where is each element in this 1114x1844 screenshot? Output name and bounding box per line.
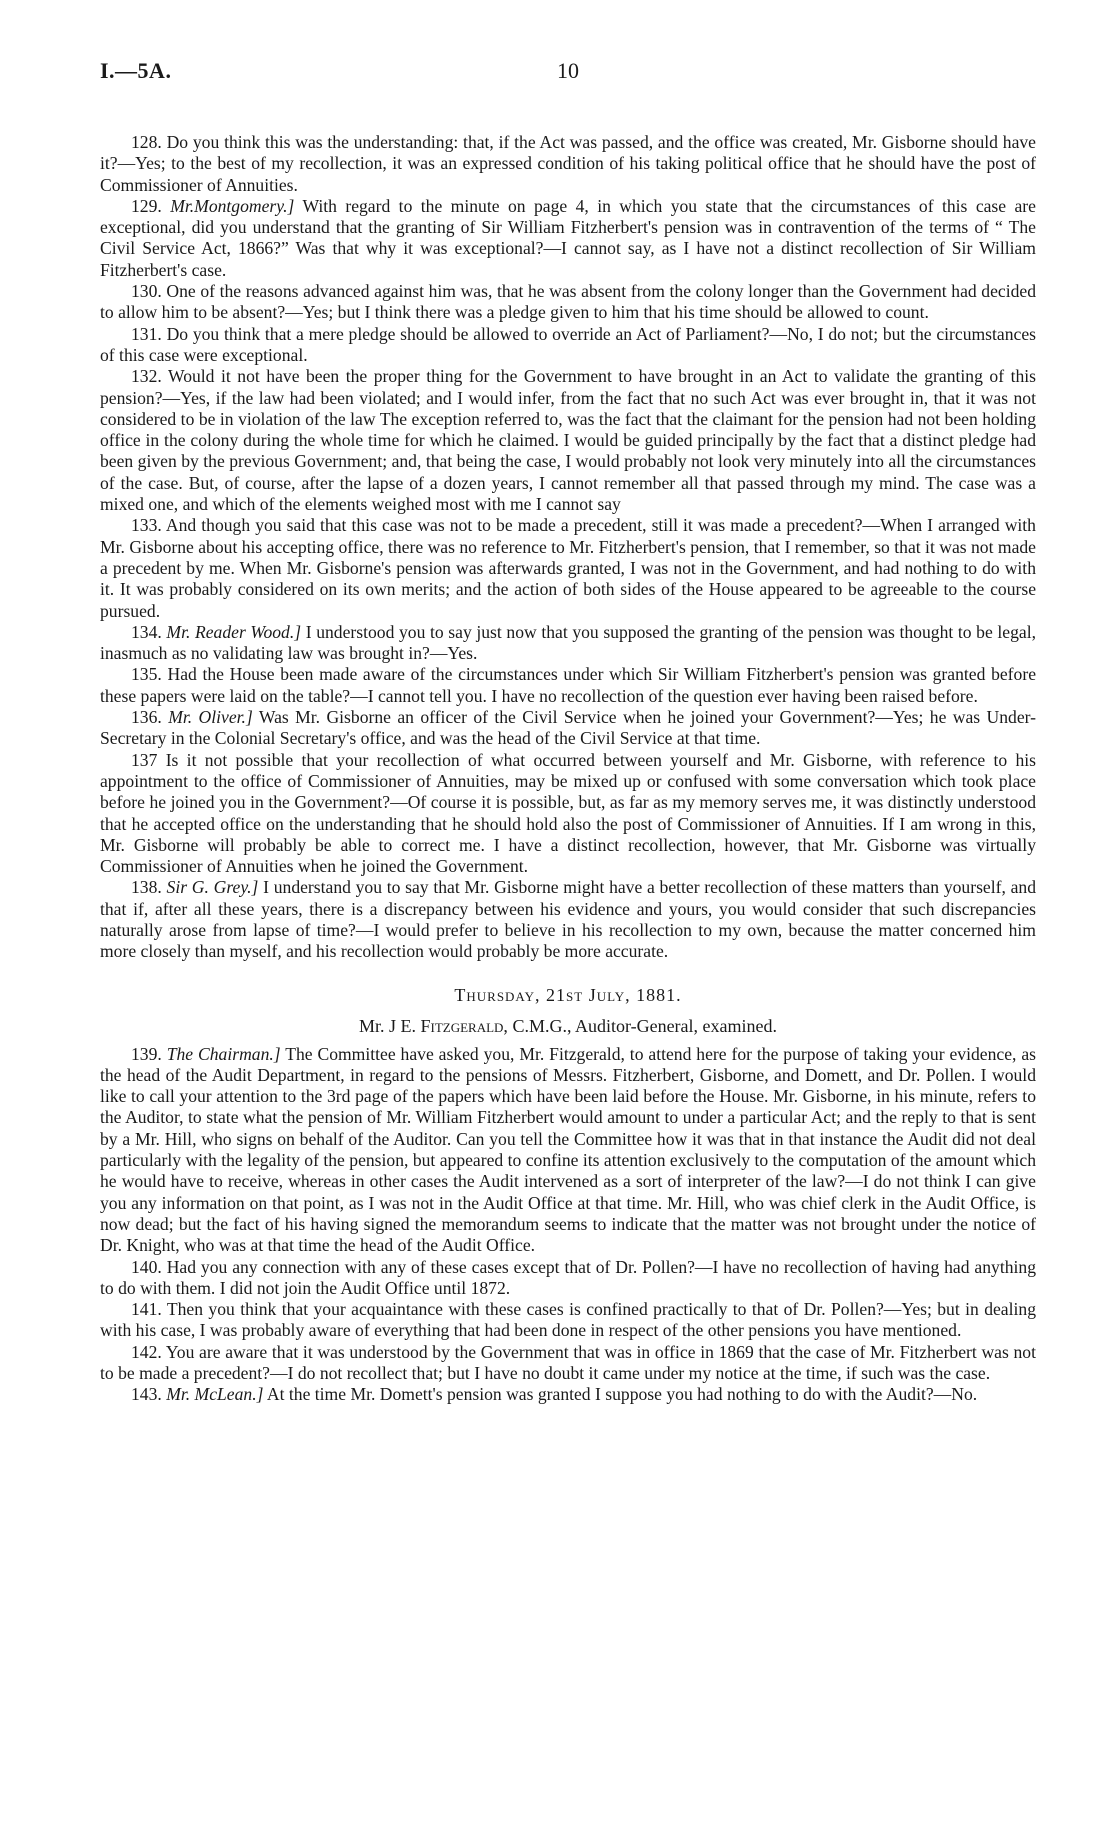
speaker-name: Mr. Oliver.] (168, 707, 253, 728)
question-text: With regard to the minute on page 4, in which you state that the circumstances of this case are exceptional, did you understand that the granting of Sir William Fitzherbert's pension was in contravention of the terms of “ The Civil Service Act, 1866?” Was that why it was exceptional?—I cannot say, as I have not a distinct recollection of Sir William Fitzherbert's case. (100, 195, 1036, 280)
question-number: 135. (131, 664, 162, 685)
question-text: Would it not have been the proper thing for the Government to have brought in an Act to validate the granting of this pension?—Yes, if the law had been violated; and I would infer, from the fact that no such Act was ever brought in, that it was not considered to be in violation of the law The exception referred to, was the fact that the claimant for the pension had not been holding office in the colony during the whole time for which he claimed. I would be guided principally by the fact that a distinct pledge had been given by the previous Government; and, that being the case, I would probably not look very minutely into all the circumstances of the case. But, of course, after the lapse of a dozen years, I cannot remember all that passed through my mind. The case was a mixed one, and which of the elements weighed most with me I cannot say (100, 366, 1036, 515)
question-number: 132. (131, 366, 162, 387)
speaker-name: Sir G. Grey.] (166, 877, 259, 898)
question-paragraph (100, 1299, 1036, 1342)
question-text: At the time Mr. Domett's pension was granted I suppose you had nothing to do with the Audit?—No. (266, 1384, 978, 1405)
question-text: Had the House been made aware of the circumstances under which Sir William Fitzherbert's pension was granted before these papers were laid on the table?—I cannot tell you. I have no recollection of the question ever having been raised before. (100, 664, 1036, 706)
question-text: I understood you to say just now that you supposed the granting of the pension was thought to be legal, inasmuch as no validating law was brought in?—Yes. (100, 621, 1036, 664)
question-number: 140. (131, 1256, 162, 1277)
question-paragraph (100, 366, 1036, 515)
question-number: 131. (131, 323, 162, 344)
question-text: Is it not possible that your recollection of what occurred between yourself and Mr. Gisborne, with reference to his appointment to the office of Commissioner of Annuities, may be mixed up or confused with some conversation which took place before he joined you in the Government?—Of course it is possible, but, as far as my memory serves me, it was distinctly understood that he accepted office on the understanding that he should hold also the post of Commissioner of Annuities. If I am wrong in this, Mr. Gisborne will probably be able to correct me. I have a distinct recollection, however, that Mr. Gisborne was virtually Commissioner of Annuities when he joined the Government. (100, 749, 1036, 877)
question-paragraph (100, 1384, 1036, 1405)
question-number: 134. (131, 621, 162, 642)
question-text: Had you any connection with any of these cases except that of Dr. Pollen?—I have no recollection of having had anything to do with them. I did not join the Audit Office until 1872. (100, 1256, 1037, 1298)
witness-prefix: Mr. J E. (358, 1015, 416, 1036)
question-number: 138. (131, 877, 162, 898)
question-paragraph (100, 515, 1036, 621)
question-paragraph (100, 1257, 1036, 1300)
question-number: 141. (131, 1299, 162, 1320)
page-header (100, 52, 1036, 88)
witness-heading (100, 1016, 1036, 1037)
question-paragraph (100, 664, 1036, 707)
question-paragraph (100, 1044, 1036, 1257)
speaker-name: The Chairman.] (166, 1043, 281, 1064)
question-paragraph (100, 622, 1036, 665)
question-text: The Committee have asked you, Mr. Fitzgerald, to attend here for the purpose of taking your evidence, as the head of the Audit Department, in regard to the pensions of Messrs. Fitzherbert, Gisborne, and Domett, and Dr. Pollen. I would like to call your attention to the 3rd page of the papers which have been laid before the House. Mr. Gisborne, in his minute, refers to the Auditor, to state what the pension of Mr. William Fitzherbert would amount to under a particular Act; and the reply to that is sent by a Mr. Hill, who signs on behalf of the Auditor. Can you tell the Committee how it was that in that instance the Audit did not deal particularly with the legality of the pension, but appeared to confine its attention exclusively to the computation of the amount which he would have to receive, whereas in other cases the Audit intervened as a sort of interpreter of the law?—I do not think I can give you any information on that point, as I was not in the Audit Office at that time. Mr. Hill, who was chief clerk in the Audit Office, is now dead; but the fact of his having signed the memorandum seems to indicate that the matter was not brought under the notice of Dr. Knight, who was at that time the head of the Audit Office. (100, 1043, 1036, 1256)
question-paragraph (100, 877, 1036, 962)
question-number: 129. (131, 195, 162, 216)
question-text: You are aware that it was understood by the Government that was in office in 1869 that the case of Mr. Fitzherbert was not to be made a precedent?—I do not recollect that; but I have no doubt it came under my notice at the time, if such was the case. (100, 1341, 1036, 1384)
question-paragraph (100, 196, 1036, 281)
question-number: 143. (131, 1384, 162, 1405)
witness-suffix: C.M.G., Auditor-General, examined. (512, 1015, 778, 1036)
evidence-section-part1 (100, 132, 1036, 963)
question-text: Do you think that a mere pledge should be allowed to override an Act of Parliament?—No, I do not; but the circumstances of this case were exceptional. (100, 323, 1036, 365)
question-paragraph (100, 707, 1036, 750)
document-reference: I.—5A. (100, 58, 172, 83)
question-paragraph (100, 750, 1036, 878)
question-text: Was Mr. Gisborne an officer of the Civil Service when he joined your Government?—Yes; he was Under-Secretary in the Colonial Secretary's office, and was the head of the Civil Service at that time. (100, 707, 1037, 749)
question-number: 128. (131, 132, 162, 152)
question-number: 136. (131, 707, 162, 728)
question-number: 139. (131, 1043, 162, 1064)
evidence-section-part2 (100, 1044, 1036, 1406)
page-number: 10 (557, 58, 579, 83)
question-number: 137 (131, 749, 158, 770)
question-paragraph (100, 132, 1036, 196)
question-number: 133. (131, 515, 162, 536)
question-number: 142. (131, 1341, 162, 1362)
speaker-name: Mr.Montgomery.] (170, 195, 295, 216)
question-paragraph (100, 281, 1036, 324)
question-text: And though you said that this case was not to be made a precedent, still it was made a precedent?—When I arranged with Mr. Gisborne about his accepting office, there was no reference to Mr. Fitzherbert's pension, that I remember, so that it was not made a precedent by me. When Mr. Gisborne's pension was afterwards granted, I was not in the Government, and had nothing to do with it. It was probably considered on its own merits; and the action of both sides of the House appeared to be agreeable to the course pursued. (100, 515, 1036, 621)
question-text: I understand you to say that Mr. Gisborne might have a better recollection of these matters than yourself, and that if, after all these years, there is a discrepancy between his evidence and yours, you would consider that such discrepancies naturally arose from lapse of time?—I would prefer to believe in his recollection to my own, because the matter concerned him more closely than myself, and his recollection would probably be more accurate. (100, 877, 1036, 962)
witness-name: Fitzgerald, (420, 1015, 508, 1036)
question-text: Then you think that your acquaintance with these cases is confined practically to that of Dr. Pollen?—Yes; but in dealing with his case, I was probably aware of everything that had been done in respect of the other pensions you have mentioned. (100, 1299, 1036, 1341)
speaker-name: Mr. McLean.] (166, 1384, 264, 1405)
question-paragraph (100, 324, 1036, 367)
question-text: One of the reasons advanced against him was, that he was absent from the colony longer than the Government had decided to allow him to be absent?—Yes; but I think there was a pledge given to him that his time should be allowed to count. (100, 281, 1036, 323)
question-text: Do you think this was the understanding: that, if the Act was passed, and the office was created, Mr. Gisborne should have it?—Yes; to the best of my recollection, it was an expressed condition of his taking political office that he should have the post of Commissioner of Annuities. (100, 132, 1036, 195)
speaker-name: Mr. Reader Wood.] (166, 621, 302, 642)
date-heading: Thursday, 21st July, 1881. (454, 984, 682, 1005)
question-number: 130. (131, 281, 162, 302)
question-paragraph (100, 1342, 1036, 1385)
